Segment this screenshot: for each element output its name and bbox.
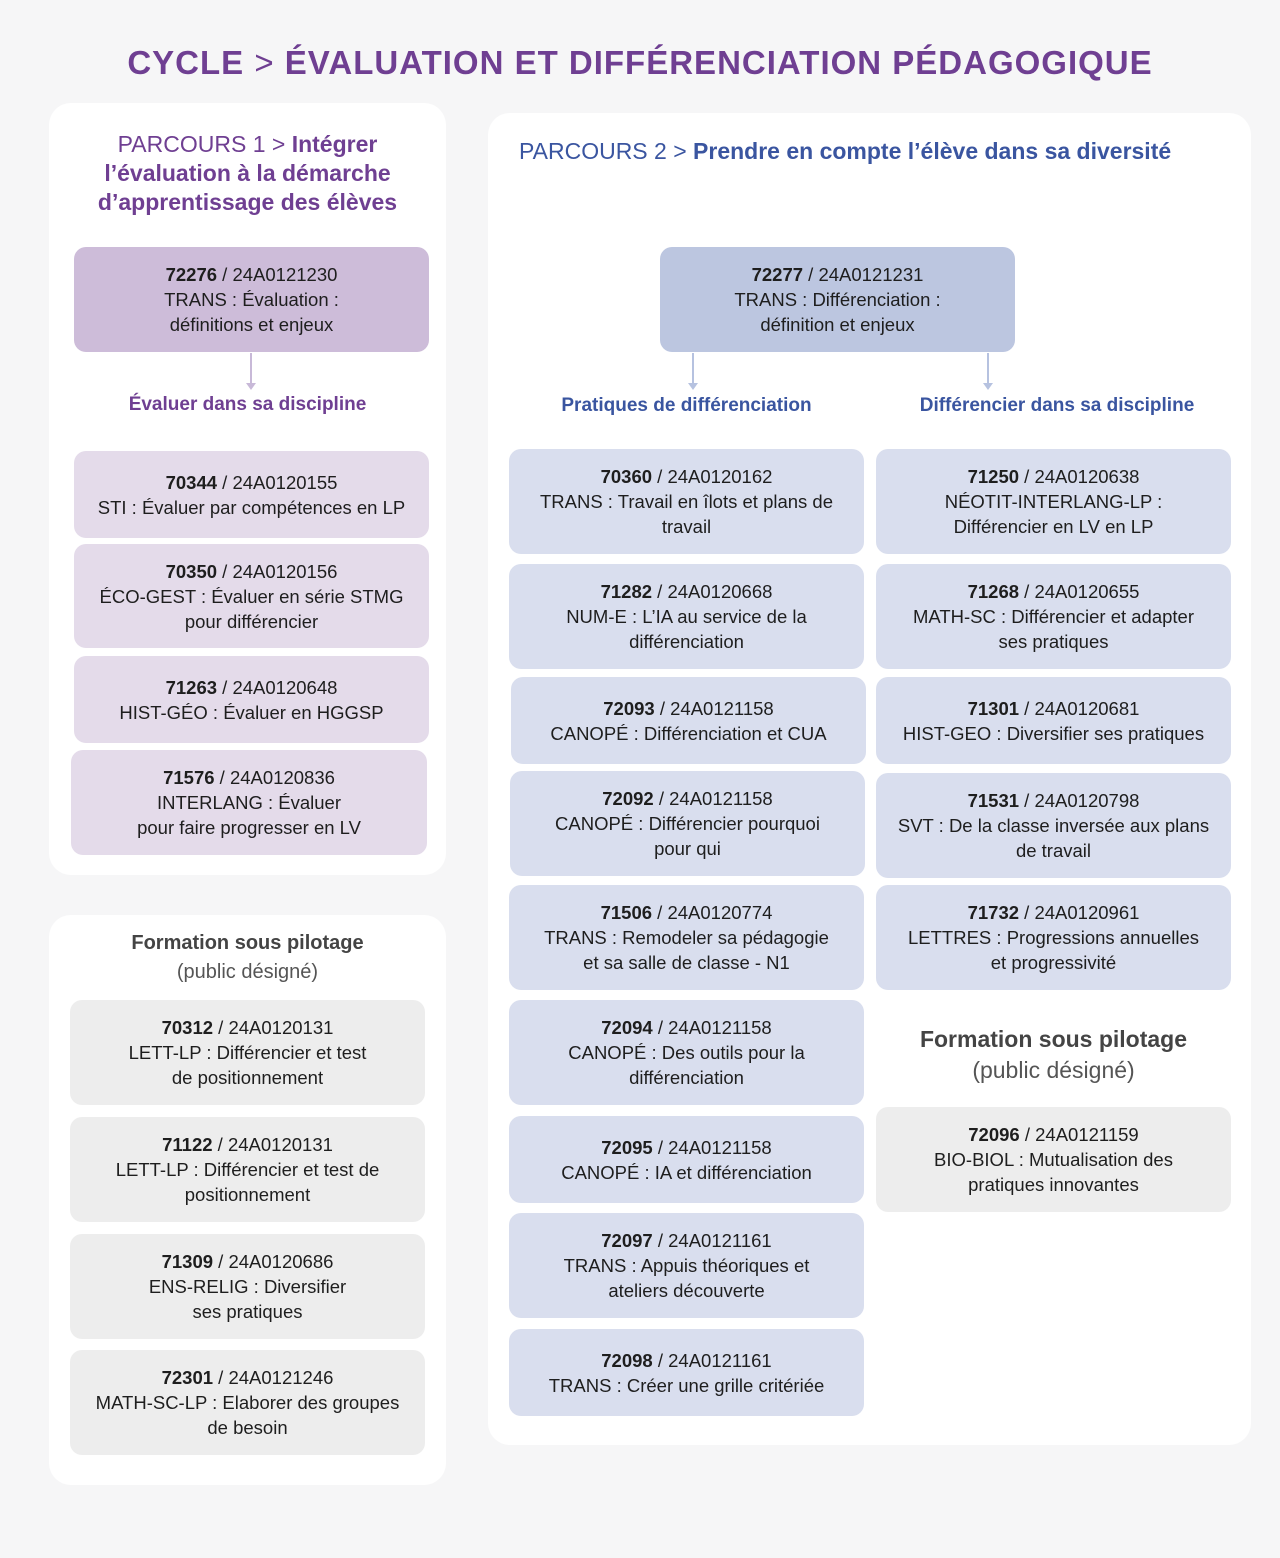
arrow-line: [250, 353, 252, 383]
discipline-card-5[interactable]: 71732 / 24A0120961 LETTRES : Progressions annuelles et progressivité: [876, 885, 1231, 990]
card-ref: 24A0120131: [227, 1134, 333, 1155]
card-line1: HIST-GEO : Diversifier ses pratiques: [902, 722, 1205, 744]
card-line2: ateliers découverte: [608, 1280, 765, 1301]
pilotage-title: Formation sous pilotage: [131, 932, 364, 954]
col-right-heading: Différencier dans sa discipline: [919, 395, 1195, 416]
parcours1-card-1[interactable]: 70344 / 24A0120155 STI : Évaluer par compétences en LP: [74, 451, 429, 538]
pilotage-title: Formation sous pilotage: [919, 1026, 1188, 1052]
parcours2-main-card[interactable]: 72277 / 24A0121231 TRANS : Différenciation : définition et enjeux: [660, 247, 1015, 352]
practice-card-9[interactable]: 72098 / 24A0121161 TRANS : Créer une grille critériée: [509, 1329, 864, 1416]
arrow-down-icon: [688, 383, 698, 390]
card-line2: définitions et enjeux: [169, 314, 334, 335]
card-ref: 24A0120686: [228, 1251, 334, 1272]
card-ref: 24A0121246: [228, 1367, 334, 1388]
card-code: 71506: [600, 902, 653, 923]
card-code: 71282: [600, 581, 653, 602]
arrow-line: [692, 353, 694, 383]
practice-card-1[interactable]: 70360 / 24A0120162 TRANS : Travail en îlots et plans de travail: [509, 449, 864, 554]
card-line1: ÉCO-GEST : Évaluer en série STMG: [99, 585, 404, 607]
card-line2: différenciation: [629, 1067, 744, 1088]
card-line1: CANOPÉ : Des outils pour la: [568, 1042, 805, 1063]
card-line1: HIST-GÉO : Évaluer en HGGSP: [119, 701, 384, 723]
parcours1-card-3[interactable]: 71263 / 24A0120648 HIST-GÉO : Évaluer en HGGSP: [74, 656, 429, 743]
card-line2: pour qui: [654, 838, 721, 859]
card-ref: 24A0120156: [232, 560, 338, 582]
card-code: 70350: [165, 560, 218, 582]
card-line2: et progressivité: [990, 952, 1117, 973]
card-line2: définition et enjeux: [760, 314, 915, 335]
card-line1: TRANS : Créer une grille critériée: [548, 1374, 825, 1396]
arrow-line: [987, 353, 989, 383]
card-ref: 24A0121158: [668, 1017, 772, 1038]
card-ref: 24A0120155: [232, 471, 338, 493]
pilotage-left-card-1[interactable]: 70312 / 24A0120131 LETT-LP : Différencier et test de positionnement: [70, 1000, 425, 1105]
pilotage-left-card-2[interactable]: 71122 / 24A0120131 LETT-LP : Différencier et test de positionnement: [70, 1117, 425, 1222]
card-line1: CANOPÉ : Différencier pourquoi: [555, 813, 820, 834]
card-line2: différenciation: [629, 631, 744, 652]
parcours1-card-2[interactable]: 70350 / 24A0120156 ÉCO-GEST : Évaluer en série STMG pour différencier: [74, 544, 429, 648]
card-line2: de besoin: [207, 1417, 288, 1438]
discipline-card-4[interactable]: 71531 / 24A0120798 SVT : De la classe inversée aux plans de travail: [876, 773, 1231, 878]
card-ref: 24A0120836: [229, 767, 335, 788]
card-ref: 24A0121161: [668, 1349, 772, 1371]
parcours1-prefix: PARCOURS 1 >: [117, 131, 286, 157]
card-line2: ses pratiques: [192, 1301, 303, 1322]
practice-card-8[interactable]: 72097 / 24A0121161 TRANS : Appuis théoriques et ateliers découverte: [509, 1213, 864, 1318]
card-ref: 24A0120774: [667, 902, 773, 923]
card-code: 72097: [601, 1230, 653, 1251]
card-code: 71732: [967, 902, 1020, 923]
card-code: 71309: [161, 1251, 214, 1272]
card-ref: 24A0120162: [667, 466, 773, 487]
card-code: 71576: [163, 767, 215, 788]
card-line1: LETTRES : Progressions annuelles: [908, 927, 1199, 948]
card-code: 72094: [601, 1017, 653, 1038]
card-line1: TRANS : Remodeler sa pédagogie: [544, 927, 829, 948]
card-line1: ENS-RELIG : Diversifier: [148, 1276, 347, 1297]
parcours1-main-card[interactable]: 72276 / 24A0121230 TRANS : Évaluation : définitions et enjeux: [74, 247, 429, 352]
card-code: 72277: [751, 264, 804, 285]
parcours1-title-line3: d’apprentissage des élèves: [97, 189, 398, 215]
card-code: 72096: [968, 1124, 1020, 1145]
card-line1: TRANS : Travail en îlots et plans de: [539, 491, 834, 512]
card-ref: 24A0121158: [669, 788, 773, 809]
practice-card-2[interactable]: 71282 / 24A0120668 NUM-E : L’IA au service de la différenciation: [509, 564, 864, 669]
card-line1: NÉOTIT-INTERLANG-LP :: [944, 491, 1163, 512]
card-ref: 24A0120798: [1034, 790, 1140, 811]
card-ref: 24A0121158: [668, 1136, 772, 1158]
card-code: 70344: [165, 471, 218, 493]
card-ref: 24A0120681: [1034, 697, 1140, 719]
card-line1: LETT-LP : Différencier et test de: [115, 1159, 380, 1180]
card-line2: Différencier en LV en LP: [953, 516, 1154, 537]
parcours2-title: Prendre en compte l’élève dans sa diversité: [693, 138, 1172, 164]
card-line1: CANOPÉ : Différenciation et CUA: [550, 722, 827, 744]
card-line1: TRANS : Différenciation :: [734, 289, 941, 310]
card-code: 72092: [602, 788, 654, 809]
card-line2: de positionnement: [171, 1067, 324, 1088]
card-code: 70312: [161, 1017, 214, 1038]
card-ref: 24A0121158: [670, 697, 774, 719]
card-ref: 24A0121231: [818, 264, 924, 285]
card-code: 71531: [967, 790, 1020, 811]
title-separator: >: [254, 44, 275, 81]
card-line2: pour différencier: [184, 610, 319, 632]
pilotage-left-card-3[interactable]: 71309 / 24A0120686 ENS-RELIG : Diversifier ses pratiques: [70, 1234, 425, 1339]
card-code: 70360: [600, 466, 653, 487]
card-line1: SVT : De la classe inversée aux plans: [897, 815, 1210, 836]
card-line1: BIO-BIOL : Mutualisation des: [934, 1149, 1173, 1170]
card-line1: CANOPÉ : IA et différenciation: [561, 1161, 812, 1183]
parcours1-title-line1: Intégrer: [291, 131, 378, 157]
parcours2-prefix: PARCOURS 2 >: [519, 138, 687, 164]
pilotage-right-card[interactable]: 72096 / 24A0121159 BIO-BIOL : Mutualisation des pratiques innovantes: [876, 1107, 1231, 1212]
card-ref: 24A0120131: [228, 1017, 334, 1038]
title-cycle: CYCLE: [127, 44, 245, 81]
card-code: 71301: [967, 697, 1020, 719]
card-line2: travail: [661, 516, 712, 537]
card-ref: 24A0120961: [1034, 902, 1140, 923]
card-ref: 24A0120638: [1034, 466, 1140, 487]
card-code: 71268: [967, 581, 1020, 602]
parcours1-subheading: Évaluer dans sa discipline: [128, 394, 367, 415]
arrow-down-icon: [983, 383, 993, 390]
card-code: 72276: [165, 264, 218, 285]
practice-card-4[interactable]: 72092 / 24A0121158 CANOPÉ : Différencier pourquoi pour qui: [510, 771, 865, 876]
discipline-card-1[interactable]: 71250 / 24A0120638 NÉOTIT-INTERLANG-LP : Différencier en LV en LP: [876, 449, 1231, 554]
card-line1: TRANS : Appuis théoriques et: [563, 1255, 810, 1276]
card-line1: TRANS : Évaluation :: [164, 289, 339, 310]
card-line1: LETT-LP : Différencier et test: [128, 1042, 367, 1063]
card-line2: et sa salle de classe - N1: [583, 952, 790, 973]
practice-card-7[interactable]: 72095 / 24A0121158 CANOPÉ : IA et différenciation: [509, 1116, 864, 1203]
card-line2: de travail: [1015, 840, 1092, 861]
card-line2: pour faire progresser en LV: [137, 817, 361, 838]
card-code: 72098: [601, 1349, 653, 1371]
card-line1: MATH-SC : Différencier et adapter: [912, 606, 1195, 627]
card-ref: 24A0121159: [1035, 1124, 1139, 1145]
practice-card-3[interactable]: 72093 / 24A0121158 CANOPÉ : Différenciation et CUA: [511, 677, 866, 764]
col-left-heading: Pratiques de différenciation: [561, 395, 812, 416]
discipline-card-3[interactable]: 71301 / 24A0120681 HIST-GEO : Diversifier ses pratiques: [876, 677, 1231, 764]
pilotage-right-heading: [876, 1024, 1231, 1086]
arrow-down-icon: [246, 383, 256, 390]
discipline-card-2[interactable]: 71268 / 24A0120655 MATH-SC : Différencier et adapter ses pratiques: [876, 564, 1231, 669]
card-line1: STI : Évaluer par compétences en LP: [97, 496, 406, 518]
card-code: 72093: [603, 697, 655, 719]
card-line1: INTERLANG : Évaluer: [156, 792, 342, 813]
card-code: 71122: [162, 1134, 213, 1155]
page-title: [0, 44, 1280, 82]
card-line2: positionnement: [184, 1184, 311, 1205]
card-ref: 24A0121161: [668, 1230, 772, 1251]
card-line1: NUM-E : L’IA au service de la: [566, 606, 807, 627]
card-code: 71250: [967, 466, 1020, 487]
parcours1-title-line2: l’évaluation à la démarche: [104, 160, 391, 186]
card-line1: MATH-SC-LP : Elaborer des groupes: [95, 1392, 400, 1413]
card-ref: 24A0121230: [232, 264, 338, 285]
pilotage-left-card-4[interactable]: 72301 / 24A0121246 MATH-SC-LP : Elaborer des groupes de besoin: [70, 1350, 425, 1455]
card-ref: 24A0120655: [1034, 581, 1140, 602]
practice-card-6[interactable]: 72094 / 24A0121158 CANOPÉ : Des outils pour la différenciation: [509, 1000, 864, 1105]
parcours1-card-4[interactable]: 71576 / 24A0120836 INTERLANG : Évaluer pour faire progresser en LV: [71, 750, 427, 855]
parcours1-heading: [60, 130, 435, 217]
card-ref: 24A0120648: [232, 676, 338, 698]
card-code: 72301: [161, 1367, 214, 1388]
pilotage-left-heading: [60, 929, 435, 987]
card-line2: ses pratiques: [998, 631, 1109, 652]
pilotage-subtitle: (public désigné): [176, 961, 319, 983]
title-name: ÉVALUATION ET DIFFÉRENCIATION PÉDAGOGIQUE: [284, 44, 1153, 81]
parcours2-heading: [519, 137, 1239, 166]
pilotage-subtitle: (public désigné): [972, 1057, 1135, 1083]
card-ref: 24A0120668: [667, 581, 773, 602]
card-code: 72095: [601, 1136, 653, 1158]
practice-card-5[interactable]: 71506 / 24A0120774 TRANS : Remodeler sa pédagogie et sa salle de classe - N1: [509, 885, 864, 990]
card-code: 71263: [165, 676, 218, 698]
card-line2: pratiques innovantes: [968, 1174, 1139, 1195]
